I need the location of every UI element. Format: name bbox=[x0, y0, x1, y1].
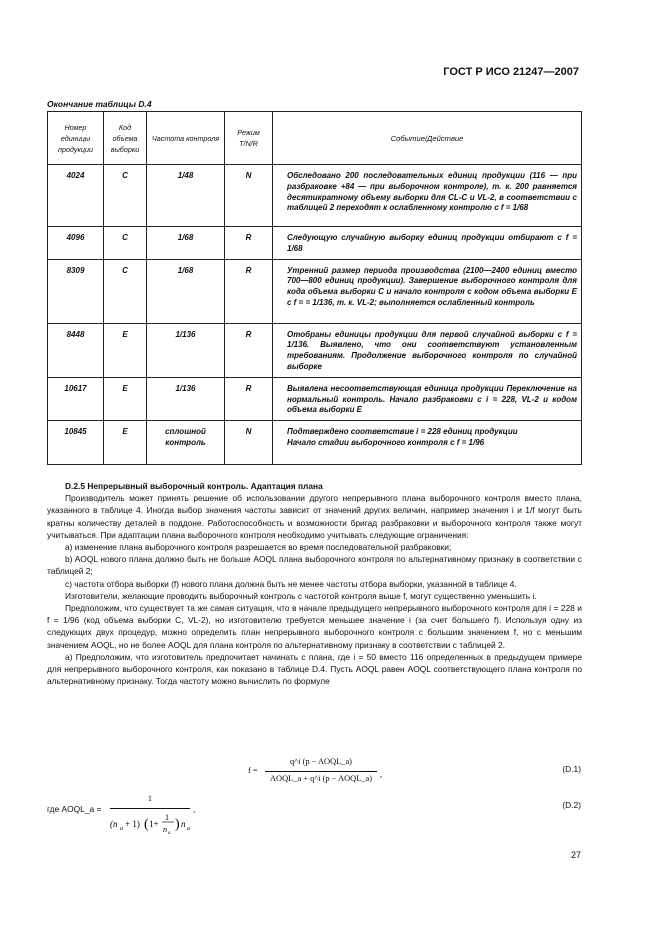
paragraph: а) Предположим, что изготовитель предпочитает начинать с плана, где i = 50 вместо 116 определенных в предыдущем примере для непрерывного выборочного контроля, как показано в таблице D.4. Пусть AOQL равен AOQL соответствующего плана контроля по альтернативному признаку. Тогда частоту можно вычислить по формуле bbox=[47, 651, 582, 687]
col-header-event: Событие/Действие bbox=[273, 112, 582, 165]
cell-event: Выявлена несоответствующая единица продукции Переключение на нормальный контроль. Начало разбраковки с i = 228, VL-2 и кодом объема выборки E bbox=[273, 377, 582, 420]
cell-code: C bbox=[104, 259, 147, 323]
cell-frequency: 1/48 bbox=[147, 165, 225, 227]
cell-number: 8448 bbox=[48, 323, 104, 377]
table-row bbox=[48, 227, 582, 260]
section-d25 bbox=[47, 480, 582, 687]
cell-number: 8309 bbox=[48, 259, 104, 323]
document-id: ГОСТ Р ИСО 21247—2007 bbox=[443, 66, 579, 78]
cell-code: E bbox=[104, 377, 147, 420]
formula-tail: , bbox=[380, 770, 383, 779]
page-number: 27 bbox=[570, 850, 581, 860]
formula-label: (D.1) bbox=[562, 764, 581, 774]
formula-lhs: f = bbox=[248, 766, 258, 775]
cell-mode: R bbox=[225, 323, 273, 377]
svg-text:n: n bbox=[163, 825, 167, 834]
formula-tail: , bbox=[193, 805, 196, 814]
formula-numerator: 1 bbox=[147, 794, 153, 803]
table-caption: Окончание таблицы D.4 bbox=[47, 99, 152, 109]
cell-code: C bbox=[104, 165, 147, 227]
cell-mode: R bbox=[225, 377, 273, 420]
svg-text:(: ( bbox=[144, 817, 149, 832]
section-heading: D.2.5 Непрерывный выборочный контроль. Адаптация плана bbox=[65, 481, 323, 491]
cell-number: 10845 bbox=[48, 421, 104, 465]
cell-event bbox=[273, 421, 582, 465]
cell-event: Следующую случайную выборку единиц продукции отбирают с f = 1/68 bbox=[273, 227, 582, 260]
cell-event-line: Начало стадии выборочного контроля с f = 1/96 bbox=[287, 437, 485, 447]
svg-text:): ) bbox=[175, 817, 180, 832]
paragraph: Предположим, что существует та же самая ситуация, что в начале предыдущего непрерывного выборочного контроля для i = 228 и f = 1/96 (код объема выборки C, VL-2), но изготовителю требуется меньшее значение i (за счет большего f). Используя одну из следующих двух процедур, можно определить план непрерывного выборочного контроля с большим значением f, но с меньшим значением AOQL, но не более AOQL для плана контроля по альтернативному признаку в соответствии с таблицей 2. bbox=[47, 603, 582, 650]
cell-number: 10617 bbox=[48, 377, 104, 420]
formula-denominator-graphic bbox=[108, 810, 194, 836]
fraction-bar bbox=[265, 771, 377, 772]
table-header-row bbox=[48, 112, 582, 165]
svg-text:a: a bbox=[168, 831, 171, 836]
cell-code: E bbox=[104, 323, 147, 377]
table-row bbox=[48, 377, 582, 420]
cell-frequency: сплошной контроль bbox=[147, 421, 225, 465]
cell-event: Утренний размер периода производства (2100—2400 единиц вместо 700—800 единиц продукции). Завершение выборочного контроля для кода объема выборки C и начало контроля с кодом объема выборки E с f = = 1/136, т. к. VL-2; выполняется ослабленный контроль bbox=[273, 259, 582, 323]
col-header-mode: Режим T/N/R bbox=[225, 112, 273, 165]
cell-number: 4024 bbox=[48, 165, 104, 227]
cell-frequency: 1/136 bbox=[147, 323, 225, 377]
svg-text:+ 1): + 1) bbox=[125, 819, 140, 829]
cell-event: Отобраны единицы продукции для первой случайной выборки с f = 1/136. Выявлено, что они соответствуют установленным требованиям. Продолжение выборочного контроля по случайной выборке bbox=[273, 323, 582, 377]
col-header-frequency: Частота контроля bbox=[147, 112, 225, 165]
cell-frequency: 1/68 bbox=[147, 227, 225, 260]
cell-mode: R bbox=[225, 259, 273, 323]
table-row bbox=[48, 323, 582, 377]
svg-text:a: a bbox=[187, 826, 190, 832]
list-item: b) AOQL нового плана должно быть не больше AOQL плана выборочного контроля по альтернативному признаку в соответствии с таблицей 2; bbox=[47, 554, 582, 577]
cell-mode: N bbox=[225, 421, 273, 465]
list-item: а) изменение плана выборочного контроля разрешается во время последовательной разбраковки; bbox=[65, 542, 452, 553]
formula-prefix: где AOQL_a = bbox=[47, 804, 102, 814]
paragraph: Изготовители, желающие проводить выборочный контроль с частотой контроля выше f, могут существенно уменьшить i. bbox=[65, 590, 537, 601]
cell-event-line: Подтверждено соответствие i = 228 единиц продукции bbox=[287, 427, 518, 437]
svg-text:n: n bbox=[181, 819, 186, 829]
cell-number: 4096 bbox=[48, 227, 104, 260]
svg-text:1+: 1+ bbox=[149, 819, 159, 829]
fraction-bar bbox=[110, 808, 190, 809]
paragraph: Производитель может принять решение об использовании другого непрерывного плана выборочного контроля вместо плана, указанного в таблице 4. Иногда выбор значения частоты зависит от значений других величин, например значения i и 1/f могут быть кратны количеству деталей в поддоне. Работоспособность и возможности бригад разбраковки и выборочного контроля также могут учитываться. При адаптации плана выборочного контроля необходимо учитывать следующие ограничения: bbox=[47, 493, 582, 540]
table-row bbox=[48, 165, 582, 227]
cell-code: C bbox=[104, 227, 147, 260]
svg-text:(n: (n bbox=[110, 819, 118, 829]
cell-frequency: 1/136 bbox=[147, 377, 225, 420]
table-d4 bbox=[47, 111, 582, 465]
cell-code: E bbox=[104, 421, 147, 465]
col-header-number: Номер единицы продукции bbox=[48, 112, 104, 165]
cell-mode: R bbox=[225, 227, 273, 260]
list-item: с) частота отбора выборки (f) нового плана должна быть не менее частоты отбора выборки, указанной в таблице 4. bbox=[65, 578, 517, 589]
formula-denominator: AOQL_a + q^i (p − AOQL_a) bbox=[270, 774, 372, 783]
table-row bbox=[48, 259, 582, 323]
cell-frequency: 1/68 bbox=[147, 259, 225, 323]
svg-text:a: a bbox=[120, 826, 123, 832]
table-row bbox=[48, 421, 582, 465]
cell-event: Обследовано 200 последовательных единиц продукции (116 — при разбраковке +84 — при выборочном контроле), т. к. 200 равняется десятикратному объему выборки для CL-C и VL-2, в соответствии с таблицей 2 переходят к ослабленному контролю с f = 1/68 bbox=[273, 165, 582, 227]
cell-mode: N bbox=[225, 165, 273, 227]
formula-numerator: q^i (p − AOQL_a) bbox=[290, 757, 352, 766]
col-header-code: Код объема выборки bbox=[104, 112, 147, 165]
svg-text:1: 1 bbox=[165, 813, 169, 822]
formula-label: (D.2) bbox=[562, 800, 581, 810]
